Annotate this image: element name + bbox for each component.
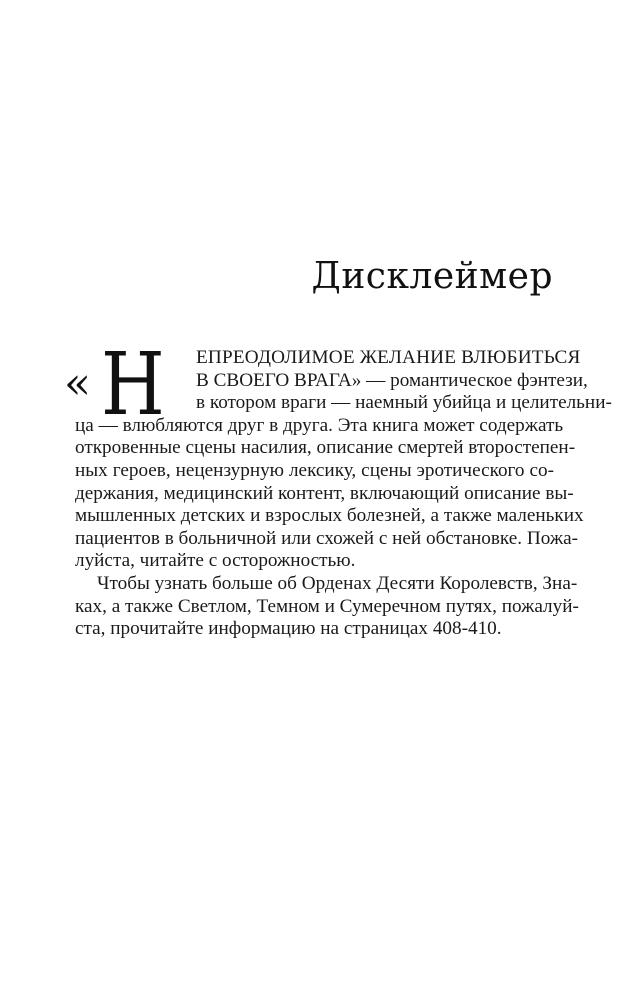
text-line: в котором враги — наемный убийца и целительни- [196,392,612,414]
paragraph-more-info [75,572,579,641]
paragraph-warning [75,347,612,573]
text-line: откровенные сцены насилия, описание смертей второстепен- [75,437,576,459]
drop-cap-letter: Н [101,335,165,435]
text-line: ЕПРЕОДОЛИМОЕ ЖЕЛАНИЕ ВЛЮБИТЬСЯ [196,347,581,368]
text-line: ца — влюбляются друг в друга. Эта книга может содержать [75,414,564,436]
text-line: ных героев, нецензурную лексику, сцены эротического со- [75,459,554,481]
text-line: мышленных детских и взрослых болезней, а также маленьких [75,505,584,527]
page-title: Дисклеймер [311,256,553,297]
text-line: Чтобы узнать больше об Орденах Десяти Королевств, Зна- [97,572,578,594]
disclaimer-body [75,347,612,641]
text-line: держания, медицинский контент, включающий описание вы- [75,482,574,504]
text-line: ках, а также Светлом, Темном и Сумеречном путях, пожалуй- [75,595,579,617]
text-line: В СВОЕГО ВРАГА» — романтическое фэнтези, [196,369,588,391]
text-line: луйста, читайте с осторожностью. [75,550,356,572]
text-line: ста, прочитайте информацию на страницах 408-410. [75,618,502,640]
opening-quote-mark: « [64,358,91,409]
text-line: пациентов в больничной или схожей с ней обстановке. Пожа- [75,527,579,549]
